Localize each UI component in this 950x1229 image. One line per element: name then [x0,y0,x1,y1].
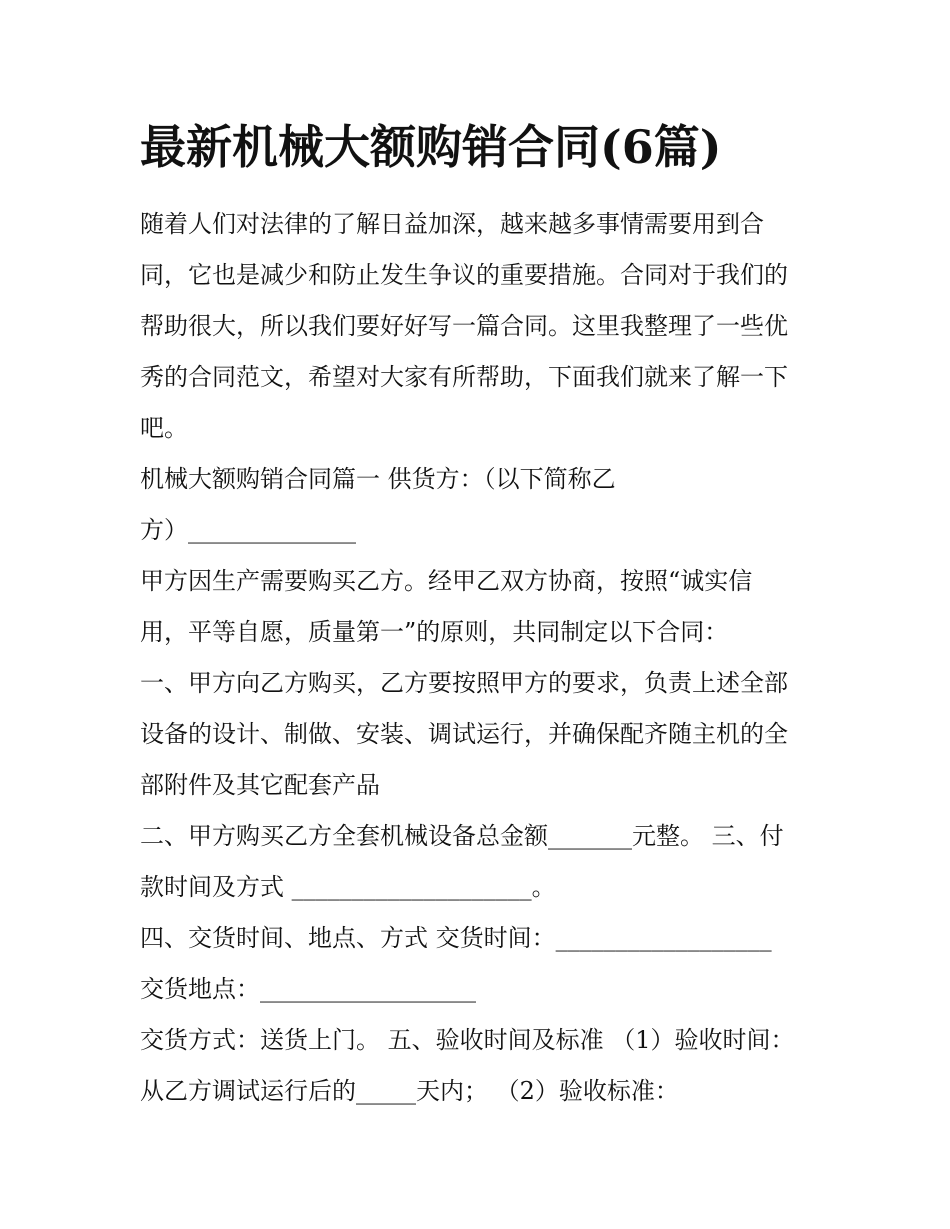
body-line: 同，它也是减少和防止发生争议的重要措施。合同对于我们的 [140,261,788,289]
body-line: 甲方因生产需要购买乙方。经甲乙双方协商，按照“诚实信 [140,567,753,595]
body-line: 机械大额购销合同篇一 供货方：（以下简称乙 [140,465,616,493]
body-line: 方）______________ [140,516,356,544]
body-line: 用，平等自愿，质量第一”的原则，共同制定以下合同： [140,618,729,646]
body-line: 吧。 [140,414,188,442]
body-line: 部附件及其它配套产品 [140,771,380,799]
document-title: 最新机械大额购销合同(6篇) [140,120,722,174]
body-line: 秀的合同范文，希望对大家有所帮助，下面我们就来了解一下 [140,363,788,391]
body-line: 交货方式：送货上门。 五、验收时间及标准 （1）验收时间： [140,1026,795,1054]
document-body [140,199,820,1117]
body-line: 二、甲方购买乙方全套机械设备总金额_______元整。 三、付 [140,822,784,850]
body-line: 帮助很大，所以我们要好好写一篇合同。这里我整理了一些优 [140,312,788,340]
body-line: 交货地点：__________________ [140,975,476,1003]
body-line: 从乙方调试运行后的_____天内； （2）验收标准： [140,1077,679,1105]
body-line: 四、交货时间、地点、方式 交货时间：__________________ [140,924,772,952]
body-line: 款时间及方式 ____________________。 [140,873,556,901]
body-line: 设备的设计、制做、安装、调试运行，并确保配齐随主机的全 [140,720,788,748]
body-line: 一、甲方向乙方购买，乙方要按照甲方的要求，负责上述全部 [140,669,788,697]
body-line: 随着人们对法律的了解日益加深，越来越多事情需要用到合 [140,210,764,238]
